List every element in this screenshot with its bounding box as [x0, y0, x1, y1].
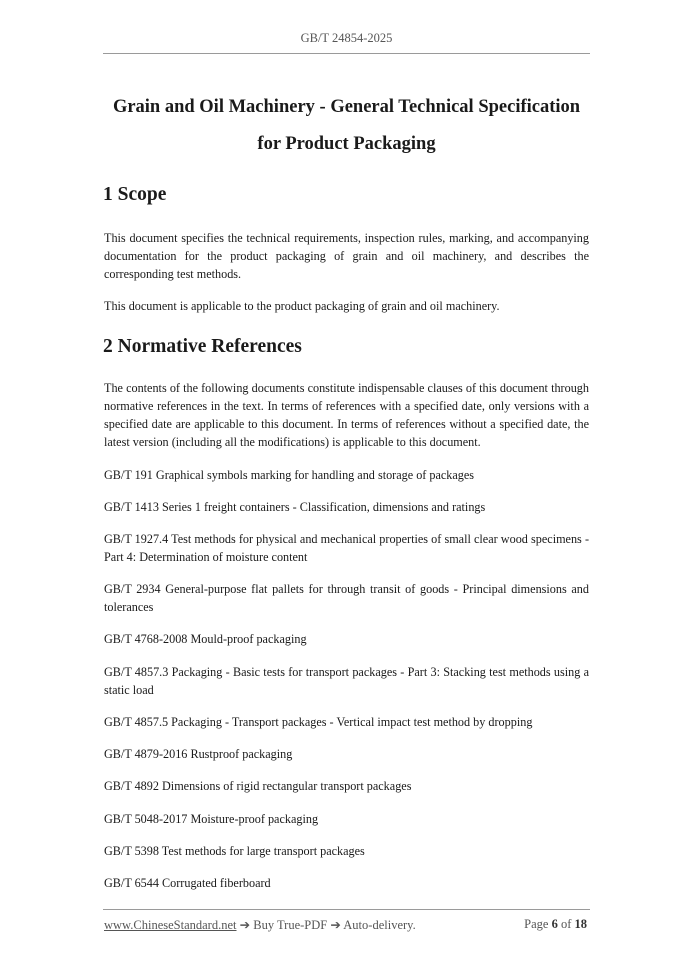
reference-item: GB/T 4892 Dimensions of rigid rectangular transport packages	[104, 779, 412, 793]
page-total: 18	[574, 917, 587, 931]
reference-item: GB/T 6544 Corrugated fiberboard	[104, 876, 271, 890]
reference-item: GB/T 2934 General-purpose flat pallets for through transit of goods - Principal dimensions and tolerances	[104, 582, 589, 614]
reference-item: GB/T 5048-2017 Moisture-proof packaging	[104, 812, 319, 826]
reference-item: GB/T 1927.4 Test methods for physical and mechanical properties of small clear wood specimens - Part 4: Determination of moisture content	[104, 532, 589, 564]
document-title-line-2: for Product Packaging	[257, 134, 436, 154]
reference-item: GB/T 4857.3 Packaging - Basic tests for transport packages - Part 3: Stacking test methods using a static load	[104, 665, 589, 697]
scope-paragraph-2: This document is applicable to the product packaging of grain and oil machinery.	[104, 299, 500, 313]
arrow-right-icon: ➔	[239, 918, 251, 932]
reference-item: GB/T 1413 Series 1 freight containers - Classification, dimensions and ratings	[104, 500, 486, 514]
section-heading-normative-references: 2 Normative References	[103, 336, 302, 357]
reference-item: GB/T 5398 Test methods for large transport packages	[104, 844, 365, 858]
page-current: 6	[551, 917, 558, 931]
auto-delivery-text: Auto-delivery.	[343, 918, 416, 932]
reference-item: GB/T 4857.5 Packaging - Transport packages - Vertical impact test method by dropping	[104, 715, 533, 729]
page-label: Page	[524, 917, 549, 931]
of-label: of	[560, 917, 572, 931]
section-heading-scope: 1 Scope	[103, 184, 167, 205]
footer-divider	[103, 909, 590, 910]
reference-item: GB/T 191 Graphical symbols marking for handling and storage of packages	[104, 468, 475, 482]
header-divider	[103, 53, 590, 54]
page-header-standard-code: GB/T 24854-2025	[300, 31, 393, 45]
arrow-right-icon: ➔	[330, 918, 341, 932]
reference-item: GB/T 4768-2008 Mould-proof packaging	[104, 632, 307, 646]
buy-true-pdf-text: Buy True-PDF	[253, 918, 328, 932]
document-title-line-1: Grain and Oil Machinery - General Technical Specification	[112, 97, 581, 117]
page-number	[524, 917, 587, 932]
reference-item: GB/T 4879-2016 Rustproof packaging	[104, 747, 293, 761]
references-intro-paragraph: The contents of the following documents constitute indispensable clauses of this document through normative references in the text. In terms of references with a specified date, only versions with a specified date are applicable to this document. In terms of references without a specified date, the latest version (including all the modifications) is applicable to this document.	[104, 381, 589, 449]
footer-promo	[104, 917, 416, 933]
chinesestandard-link[interactable]: www.ChineseStandard.net	[104, 918, 237, 932]
scope-paragraph-1: This document specifies the technical requirements, inspection rules, marking, and accompanying documentation for the product packaging of grain and oil machinery, and describes the corresponding test methods.	[104, 231, 589, 281]
